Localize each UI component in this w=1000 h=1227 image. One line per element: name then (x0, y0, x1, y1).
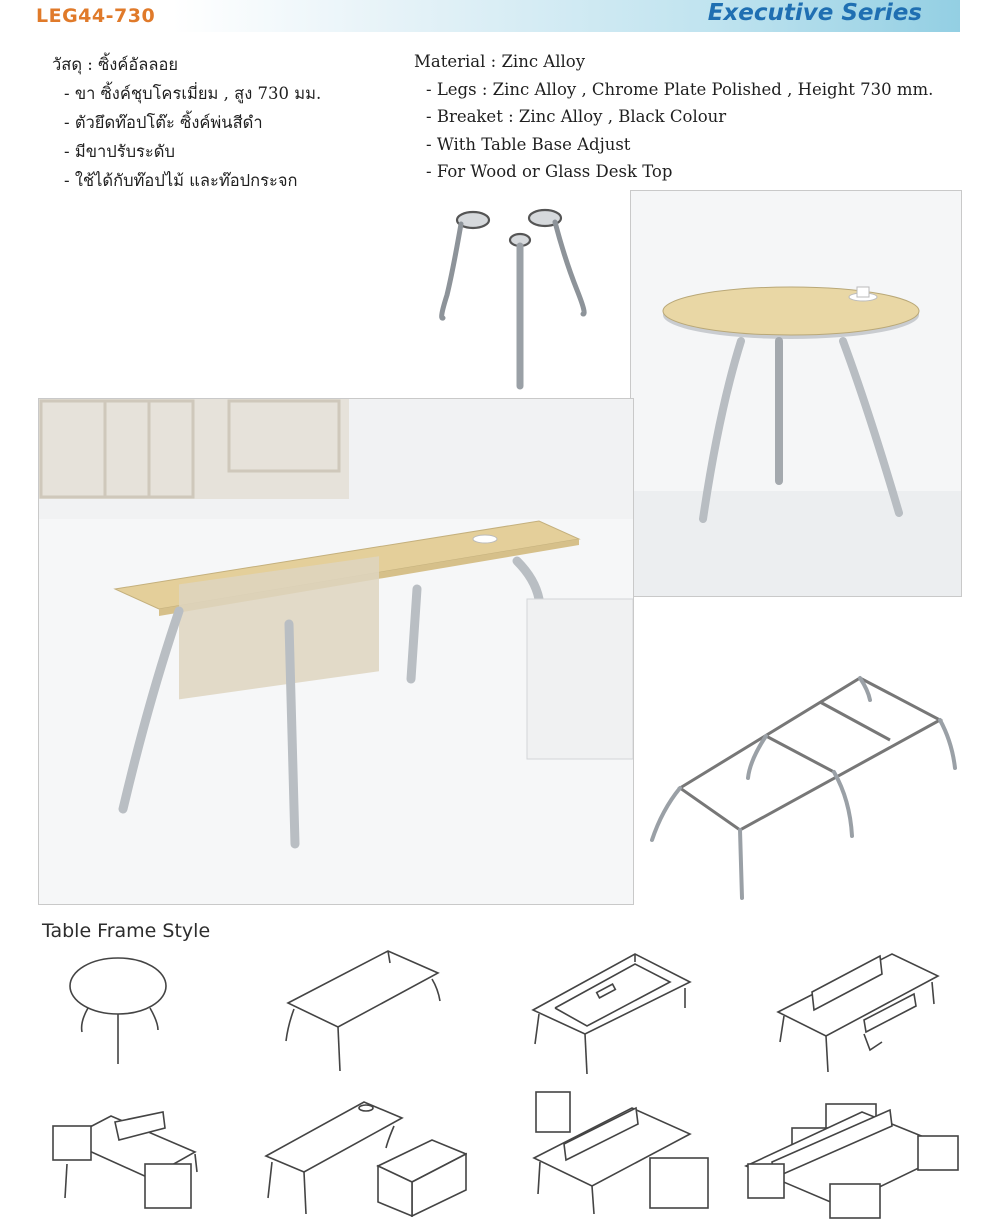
spec-english-material: Material : Zinc Alloy (414, 52, 586, 71)
spec-english-item: - Breaket : Zinc Alloy , Black Colour (426, 107, 727, 126)
frame-style-cluster-3 (45, 1098, 205, 1218)
table-frame-image (640, 660, 965, 905)
spec-english-item: - For Wood or Glass Desk Top (426, 162, 673, 181)
round-table-photo (630, 190, 962, 597)
spec-thai-material: วัสดุ : ซิ้งค์อัลลอย (52, 55, 179, 74)
spec-thai-item: - ใช้ได้กับท๊อปไม้ และท๊อปกระจก (64, 171, 298, 190)
spec-thai-item: - ขา ซิ้งค์ชุบโครเมี่ยม , สูง 730 มม. (64, 84, 322, 103)
frame-style-boat-conference (525, 948, 695, 1078)
frame-section-title: Table Frame Style (42, 920, 211, 942)
table-legs-image (425, 200, 625, 395)
rectangle-table-photo (38, 398, 634, 905)
spec-thai-item: - ตัวยึดท๊อปโต๊ะ ซิ้งค์พ่นสีดำ (64, 113, 263, 132)
series-title: Executive Series (707, 0, 922, 26)
frame-style-workstation-2 (772, 942, 942, 1077)
frame-style-desk-with-cabinet (262, 1092, 467, 1217)
model-code: LEG44-730 (36, 5, 156, 27)
frame-style-workstation-pedestals (530, 1088, 715, 1218)
spec-english (414, 48, 933, 186)
spec-thai (52, 50, 321, 195)
spec-english-item: - With Table Base Adjust (426, 134, 631, 154)
spec-english-item: - Legs : Zinc Alloy , Chrome Plate Polished , Height 730 mm. (426, 79, 934, 99)
spec-thai-item: - มีขาปรับระดับ (64, 142, 175, 161)
frame-style-round (62, 952, 177, 1067)
frame-style-rectangle (280, 945, 445, 1075)
frame-style-cluster-4 (742, 1100, 962, 1222)
